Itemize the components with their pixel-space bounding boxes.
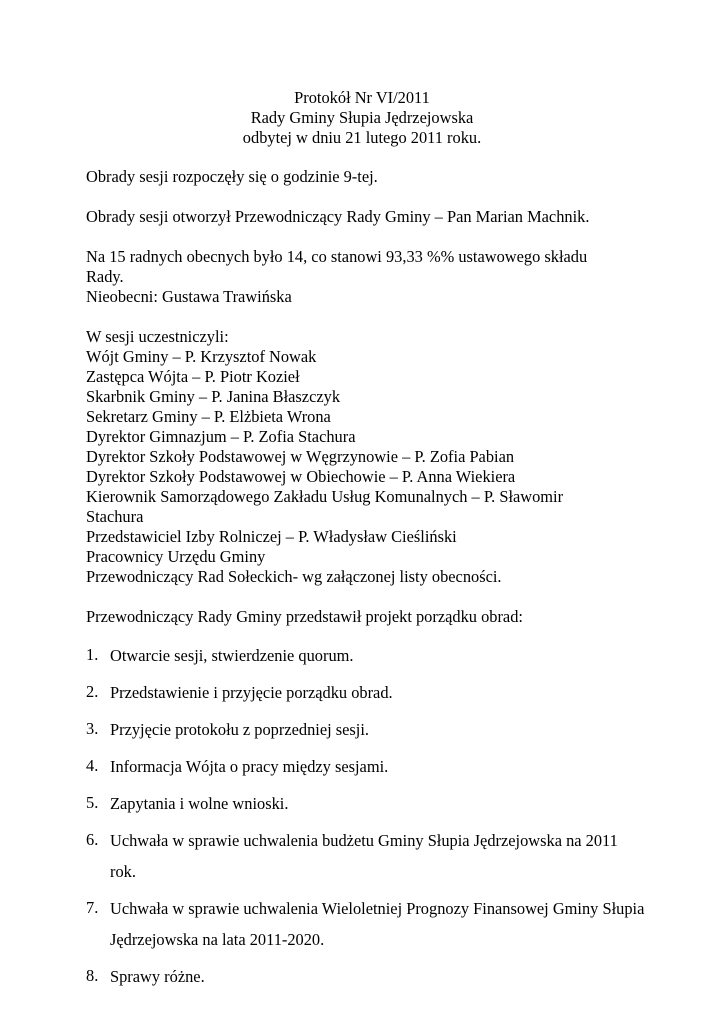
agenda-item-text: Uchwała w sprawie uchwalenia budżetu Gminy Słupia Jędrzejowska na 2011 rok. xyxy=(110,831,618,881)
participant-item: Dyrektor Szkoły Podstawowej w Obiechowie – P. Anna Wiekiera xyxy=(86,467,516,486)
agenda-item xyxy=(86,898,646,955)
title-line-date: odbytej w dniu 21 lutego 2011 roku. xyxy=(242,128,482,147)
agenda-item xyxy=(86,645,646,671)
participant-item: Kierownik Samorządowego Zakładu Usług Komunalnych – P. Sławomir Stachura xyxy=(86,487,564,526)
participant-item: Zastępca Wójta – P. Piotr Kozieł xyxy=(86,367,300,386)
session-opened-by-text: Obrady sesji otworzył Przewodniczący Rady Gminy – Pan Marian Machnik. xyxy=(86,207,590,226)
agenda-item-number: 7. xyxy=(86,898,99,917)
participant-item: Wójt Gminy – P. Krzysztof Nowak xyxy=(86,347,317,366)
agenda-item-text: Przedstawienie i przyjęcie porządku obrad. xyxy=(110,683,393,702)
quorum-text: Na 15 radnych obecnych było 14, co stanowi 93,33 %% ustawowego składu Rady. xyxy=(86,247,588,286)
agenda-item-number: 5. xyxy=(86,793,99,812)
agenda-item-text: Sprawy różne. xyxy=(110,967,205,986)
participant-item: Przewodniczący Rad Sołeckich- wg załączonej listy obecności. xyxy=(86,567,502,586)
document-title xyxy=(80,88,644,148)
agenda-item-text: Zapytania i wolne wnioski. xyxy=(110,794,289,813)
participant-item: Sekretarz Gminy – P. Elżbieta Wrona xyxy=(86,407,331,426)
session-start-text: Obrady sesji rozpoczęły się o godzinie 9-tej. xyxy=(86,167,378,186)
agenda-item-number: 8. xyxy=(86,966,99,985)
participants-section xyxy=(86,327,646,587)
title-line-protocol: Protokół Nr VI/2011 xyxy=(294,88,430,107)
agenda-item xyxy=(86,966,646,992)
participant-item: Przedstawiciel Izby Rolniczej – P. Władysław Cieśliński xyxy=(86,527,457,546)
agenda-item xyxy=(86,682,646,708)
agenda-list xyxy=(86,645,646,992)
agenda-item-text: Uchwała w sprawie uchwalenia Wieloletniej Prognozy Finansowej Gminy Słupia Jędrzejowska na lata 2011-2020. xyxy=(110,899,645,949)
agenda-item-number: 2. xyxy=(86,682,99,701)
agenda-item xyxy=(86,793,646,819)
agenda-item-text: Informacja Wójta o pracy między sesjami. xyxy=(110,757,389,776)
agenda-item-number: 1. xyxy=(86,645,99,664)
agenda-item xyxy=(86,830,646,887)
participant-item: Dyrektor Szkoły Podstawowej w Węgrzynowie – P. Zofia Pabian xyxy=(86,447,515,466)
agenda-item-number: 6. xyxy=(86,830,99,849)
agenda-item xyxy=(86,719,646,745)
absent-text: Nieobecni: Gustawa Trawińska xyxy=(86,287,292,306)
quorum-section xyxy=(86,247,646,307)
participants-heading: W sesji uczestniczyli: xyxy=(86,327,229,346)
agenda-item-text: Otwarcie sesji, stwierdzenie quorum. xyxy=(110,646,354,665)
agenda-item-number: 4. xyxy=(86,756,99,775)
participant-item: Skarbnik Gminy – P. Janina Błaszczyk xyxy=(86,387,341,406)
document-page xyxy=(86,88,646,1003)
participant-item: Dyrektor Gimnazjum – P. Zofia Stachura xyxy=(86,427,356,446)
title-line-council: Rady Gminy Słupia Jędrzejowska xyxy=(250,108,474,127)
participant-item: Pracownicy Urzędu Gminy xyxy=(86,547,266,566)
agenda-intro: Przewodniczący Rady Gminy przedstawił projekt porządku obrad: xyxy=(86,607,523,626)
agenda-item xyxy=(86,756,646,782)
agenda-item-text: Przyjęcie protokołu z poprzedniej sesji. xyxy=(110,720,369,739)
agenda-item-number: 3. xyxy=(86,719,99,738)
